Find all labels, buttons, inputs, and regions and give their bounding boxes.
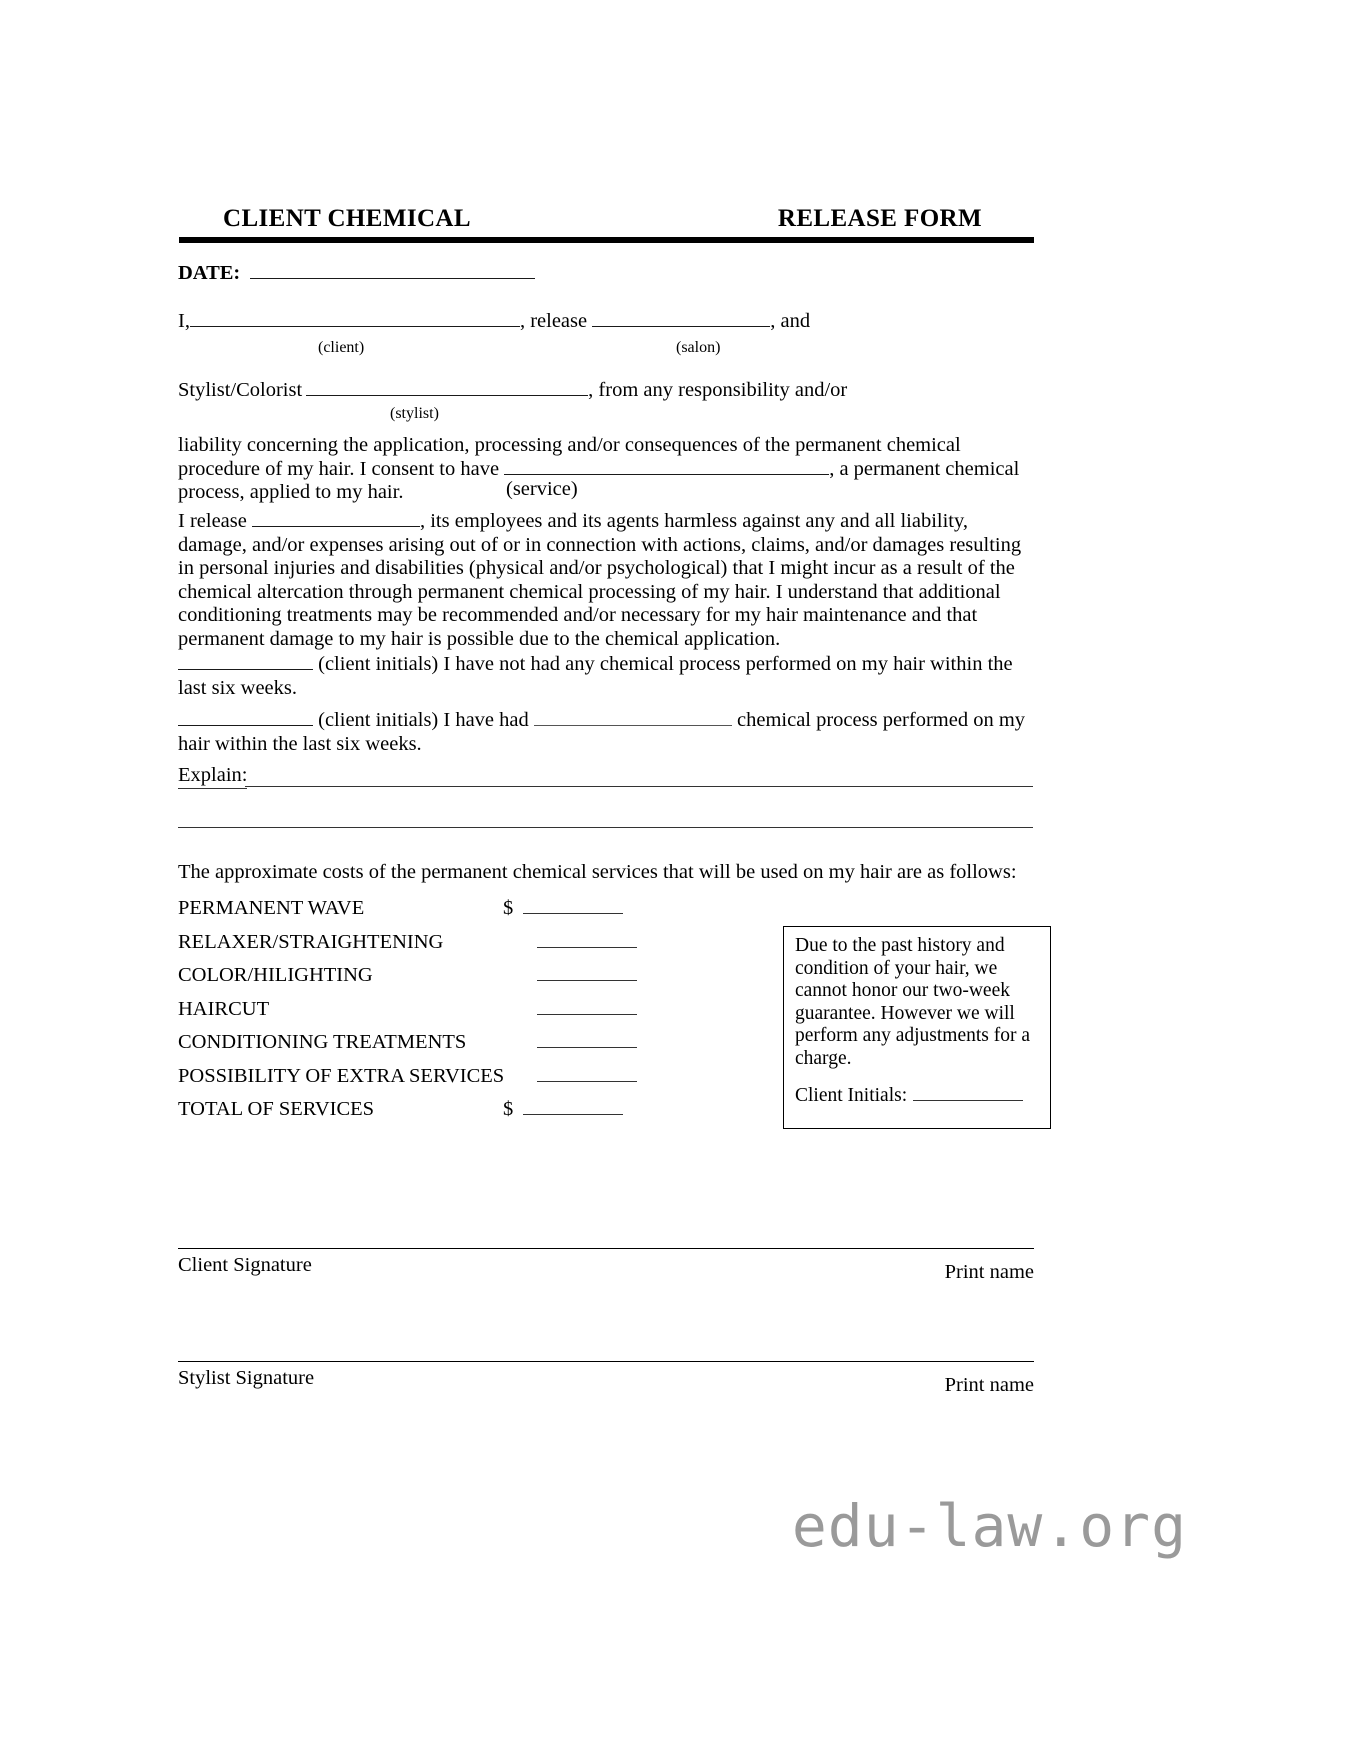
release-para-part1: I release bbox=[178, 510, 247, 532]
currency-symbol: $ bbox=[503, 897, 514, 919]
watermark: edu-law.org bbox=[791, 1492, 1187, 1560]
client-caption: (client) bbox=[318, 339, 365, 356]
cost-amount bbox=[503, 996, 638, 1022]
release-prefix: I, bbox=[178, 310, 190, 332]
cost-label: POSSIBILITY OF EXTRA SERVICES bbox=[178, 1064, 505, 1087]
cost-row bbox=[178, 895, 638, 929]
currency-symbol: $ bbox=[503, 1098, 514, 1120]
liability-part1: liability concerning the application, processing and/or consequences of the permanent chemical procedure of my hair. I consent to have bbox=[178, 434, 961, 480]
cost-label: CONDITIONING TREATMENTS bbox=[178, 1031, 467, 1053]
cost-amount-blank[interactable] bbox=[537, 998, 637, 1015]
cost-amount bbox=[503, 929, 638, 955]
stylist-row bbox=[178, 379, 847, 403]
explain-line-2[interactable] bbox=[178, 827, 1033, 828]
stylist-signature-caption: Stylist Signature bbox=[178, 1367, 315, 1389]
cost-amount-blank[interactable] bbox=[523, 1098, 623, 1115]
previous-process-blank[interactable] bbox=[534, 709, 732, 726]
cost-amount-blank[interactable] bbox=[537, 931, 637, 948]
explain-line-1[interactable] bbox=[245, 786, 1033, 787]
initials-2-part2: chemical process performed on my hair within the last six weeks. bbox=[178, 709, 1026, 755]
cost-amount bbox=[503, 1096, 638, 1122]
initials-2-part1: (client initials) I have had bbox=[318, 709, 529, 731]
date-input-blank[interactable] bbox=[250, 262, 535, 279]
client-name-blank[interactable] bbox=[190, 310, 520, 327]
initials-no-process-row bbox=[178, 653, 1033, 700]
cost-amount-blank[interactable] bbox=[537, 964, 637, 981]
release-middle: , release bbox=[519, 310, 588, 332]
form-title-left: CLIENT CHEMICAL bbox=[223, 205, 471, 232]
client-signature-caption: Client Signature bbox=[178, 1254, 312, 1276]
cost-amount bbox=[503, 1063, 638, 1089]
liability-paragraph bbox=[178, 434, 1038, 505]
date-field-row bbox=[178, 262, 535, 286]
client-print-name-label: Print name bbox=[944, 1261, 1034, 1283]
costs-intro: The approximate costs of the permanent chemical services that will be used on my hair are as follows: bbox=[178, 861, 1017, 883]
salon-name-blank[interactable] bbox=[592, 310, 770, 327]
client-initials-blank-1[interactable] bbox=[178, 653, 313, 670]
stylist-caption: (stylist) bbox=[390, 405, 439, 422]
stylist-print-name-label: Print name bbox=[944, 1374, 1034, 1396]
release-party-row bbox=[178, 310, 810, 334]
release-entity-blank[interactable] bbox=[252, 510, 420, 527]
explain-label: Explain: bbox=[178, 764, 247, 789]
release-paragraph bbox=[178, 510, 1028, 651]
client-signature-block bbox=[178, 1216, 1034, 1286]
initials-1-text: (client initials) I have not had any chemical process performed on my hair within the last six weeks. bbox=[178, 653, 1013, 699]
client-initials-blank-2[interactable] bbox=[178, 709, 313, 726]
date-label: DATE: bbox=[178, 262, 241, 284]
cost-row bbox=[178, 996, 638, 1030]
release-suffix: , and bbox=[770, 310, 811, 332]
stylist-signature-block bbox=[178, 1329, 1034, 1399]
service-caption: (service) bbox=[506, 478, 578, 500]
stylist-name-blank[interactable] bbox=[306, 379, 588, 396]
form-title-right: RELEASE FORM bbox=[777, 205, 982, 232]
cost-row bbox=[178, 929, 638, 963]
cost-amount-blank[interactable] bbox=[523, 897, 623, 914]
client-signature-line[interactable] bbox=[178, 1248, 1034, 1249]
guarantee-notice-box bbox=[783, 926, 1051, 1129]
title-divider bbox=[179, 237, 1034, 243]
salon-caption: (salon) bbox=[676, 339, 721, 356]
cost-label: TOTAL OF SERVICES bbox=[178, 1098, 375, 1120]
cost-amount-blank[interactable] bbox=[537, 1065, 637, 1082]
notice-client-initials-row bbox=[795, 1085, 1023, 1107]
cost-row bbox=[178, 1063, 638, 1097]
cost-amount bbox=[503, 895, 638, 921]
cost-row bbox=[178, 1029, 638, 1063]
notice-client-initials-label: Client Initials: bbox=[795, 1085, 908, 1106]
cost-row bbox=[178, 962, 638, 996]
cost-amount bbox=[503, 962, 638, 988]
service-blank[interactable] bbox=[504, 458, 829, 475]
cost-row bbox=[178, 1096, 638, 1130]
initials-had-process-row bbox=[178, 709, 1033, 756]
stylist-suffix: , from any responsibility and/or bbox=[588, 379, 848, 401]
stylist-signature-line[interactable] bbox=[178, 1361, 1034, 1362]
costs-list bbox=[178, 895, 638, 1130]
guarantee-notice-text: Due to the past history and condition of your hair, we cannot honor our two-week guarantee. However we will perform any adjustments for a charge. bbox=[795, 935, 1031, 1069]
explain-row bbox=[178, 764, 247, 789]
cost-label: RELAXER/STRAIGHTENING bbox=[178, 930, 444, 953]
cost-label: COLOR/HILIGHTING bbox=[178, 964, 373, 986]
notice-client-initials-blank[interactable] bbox=[913, 1085, 1023, 1101]
liability-part2: , a permanent chemical process, applied to my hair. bbox=[178, 457, 1020, 503]
release-para-part2: , its employees and its agents harmless against any and all liability, damage, and/or expenses arising out of or in connection with actions, claims, and/or damages resulting in personal injuries and disabilities (physical and/or psychological) that I might incur as a result of the chemical altercation through permanent chemical processing of my hair. I understand that additional conditioning treatments may be recommended and/or necessary for my hair maintenance and that permanent damage to my hair is possible due to the chemical application. bbox=[178, 510, 1022, 650]
cost-amount bbox=[503, 1029, 638, 1055]
cost-label: PERMANENT WAVE bbox=[178, 897, 365, 919]
form-title bbox=[178, 205, 1034, 233]
stylist-prefix: Stylist/Colorist bbox=[178, 379, 303, 401]
cost-label: HAIRCUT bbox=[178, 997, 270, 1020]
cost-amount-blank[interactable] bbox=[537, 1031, 637, 1048]
